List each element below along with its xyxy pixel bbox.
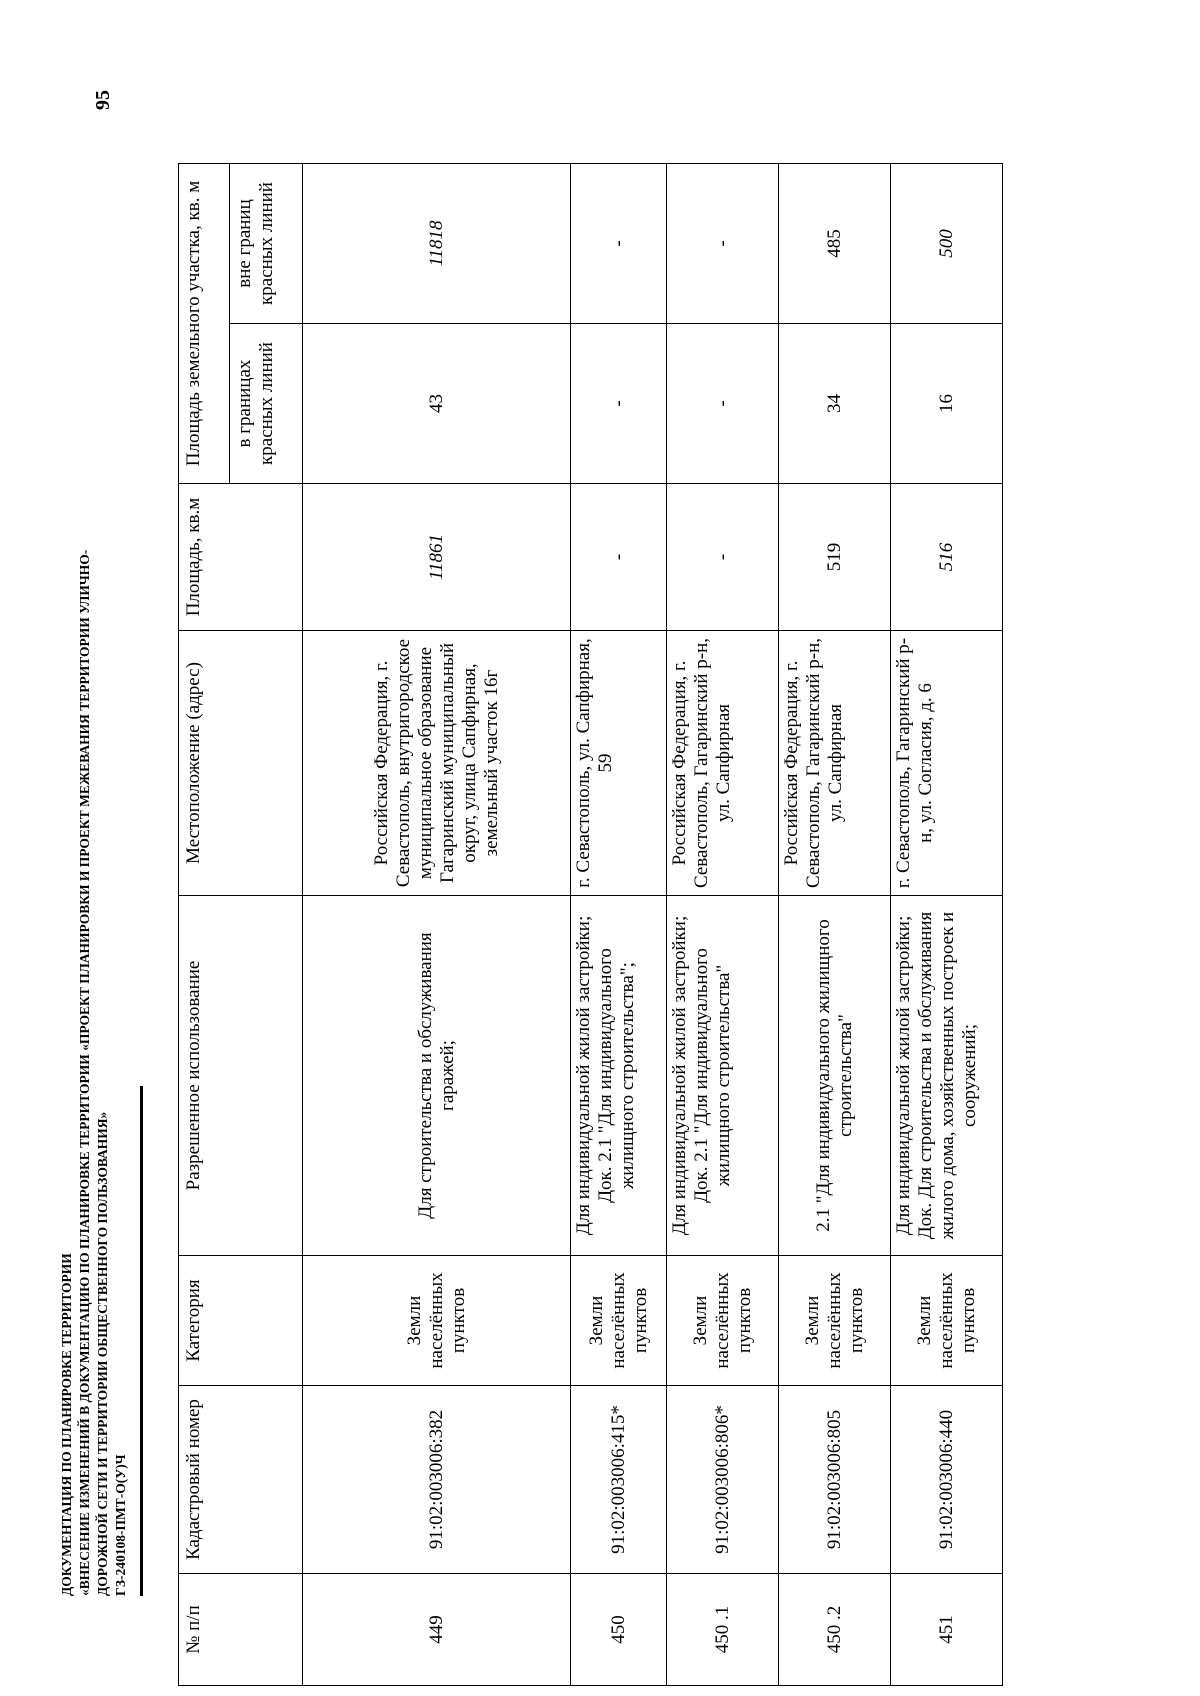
land-plots-table [178, 163, 1003, 1686]
cell-inside: 34 [779, 324, 891, 484]
cell-num: 451 [891, 1574, 1003, 1686]
cell-usage: Для индивидуальной жилой застройки; Док. 2.1 "Для индивидуального жилищного строительства"; [571, 896, 667, 1256]
cell-inside: 16 [891, 324, 1003, 484]
header-line-4: ГЗ-240108-ПМТ-О(У)Ч [113, 1454, 128, 1596]
table-row [667, 164, 779, 1686]
cell-area: 11861 [303, 484, 571, 631]
cell-outside: - [571, 164, 667, 324]
table-header-row [179, 164, 230, 1686]
cell-cadastral: 91:02:003006:805 [779, 1386, 891, 1574]
column-header-cadastral: Кадастровый номер [179, 1386, 303, 1574]
cell-location: г. Севастополь, ул. Сапфирная, 59 [571, 631, 667, 896]
cell-location: Российская Федерация, г. Севастополь, Гагаринский р-н, ул. Сапфирная [667, 631, 779, 896]
cell-area: - [571, 484, 667, 631]
column-header-location: Местоположение (адрес) [179, 631, 303, 896]
column-header-num: № п/п [179, 1574, 303, 1686]
table-row [571, 164, 667, 1686]
cell-cadastral: 91:02:003006:415* [571, 1386, 667, 1574]
table-row [303, 164, 571, 1686]
cell-num: 449 [303, 1574, 571, 1686]
column-header-category: Категория [179, 1256, 303, 1386]
column-header-land-area: Площадь земельного участка, кв. м [179, 164, 230, 484]
table-row [891, 164, 1003, 1686]
cell-location: Российская Федерация, г. Севастополь, Гагаринский р-н, ул. Сапфирная [779, 631, 891, 896]
column-header-outside: вне границ красных линий [230, 164, 303, 324]
header-rule [140, 1086, 143, 1596]
cell-outside: 485 [779, 164, 891, 324]
cell-location: Российская Федерация, г. Севастополь, внутригородское муниципальное образование Гагаринский муниципальный округ, улица Сапфирная, земельный участок 16г [303, 631, 571, 896]
cell-inside: - [667, 324, 779, 484]
cell-usage: 2.1 "Для индивидуального жилищного строительства" [779, 896, 891, 1256]
cell-inside: 43 [303, 324, 571, 484]
cell-area: 516 [891, 484, 1003, 631]
cell-outside: 500 [891, 164, 1003, 324]
cell-usage: Для индивидуальной жилой застройки; Док. Для строительства и обслуживания жилого дома, хозяйственных построек и сооружений; [891, 896, 1003, 1256]
cell-area: 519 [779, 484, 891, 631]
column-header-area: Площадь, кв.м [179, 484, 303, 631]
cell-inside: - [571, 324, 667, 484]
cell-category: Земли населённых пунктов [779, 1256, 891, 1386]
cell-num: 450 .1 [667, 1574, 779, 1686]
header-line-1: ДОКУМЕНТАЦИЯ ПО ПЛАНИРОВКЕ ТЕРРИТОРИИ [59, 1253, 74, 1596]
cell-category: Земли населённых пунктов [303, 1256, 571, 1386]
cell-outside: - [667, 164, 779, 324]
header-line-2: «ВНЕСЕНИЕ ИЗМЕНЕНИЙ В ДОКУМЕНТАЦИЮ ПО ПЛАНИРОВКЕ ТЕРРИТОРИИ «ПРОЕКТ ПЛАНИРОВКИ И ПРОЕКТ МЕЖЕВАНИЯ ТЕРРИТОРИИ УЛИЧНО- [77, 549, 92, 1596]
cell-num: 450 [571, 1574, 667, 1686]
cell-category: Земли населённых пунктов [571, 1256, 667, 1386]
cell-cadastral: 91:02:003006:806* [667, 1386, 779, 1574]
table-row [779, 164, 891, 1686]
cell-category: Земли населённых пунктов [667, 1256, 779, 1386]
cell-num: 450 .2 [779, 1574, 891, 1686]
page-number: 95 [92, 90, 114, 110]
column-header-inside: в границах красных линий [230, 324, 303, 484]
cell-cadastral: 91:02:003006:382 [303, 1386, 571, 1574]
cell-usage: Для индивидуальной жилой застройки; Док. 2.1 "Для индивидуального жилищного строительства" [667, 896, 779, 1256]
document-header [58, 496, 130, 1596]
cell-category: Земли населённых пунктов [891, 1256, 1003, 1386]
cell-area: - [667, 484, 779, 631]
header-line-3: ДОРОЖНОЙ СЕТИ И ТЕРРИТОРИИ ОБЩЕСТВЕННОГО ПОЛЬЗОВАНИЯ» [95, 1111, 110, 1596]
cell-outside: 11818 [303, 164, 571, 324]
cell-location: г. Севастополь, Гагаринский р-н, ул. Согласия, д. 6 [891, 631, 1003, 896]
cell-usage: Для строительства и обслуживания гаражей; [303, 896, 571, 1256]
column-header-usage: Разрешенное использование [179, 896, 303, 1256]
cell-cadastral: 91:02:003006:440 [891, 1386, 1003, 1574]
